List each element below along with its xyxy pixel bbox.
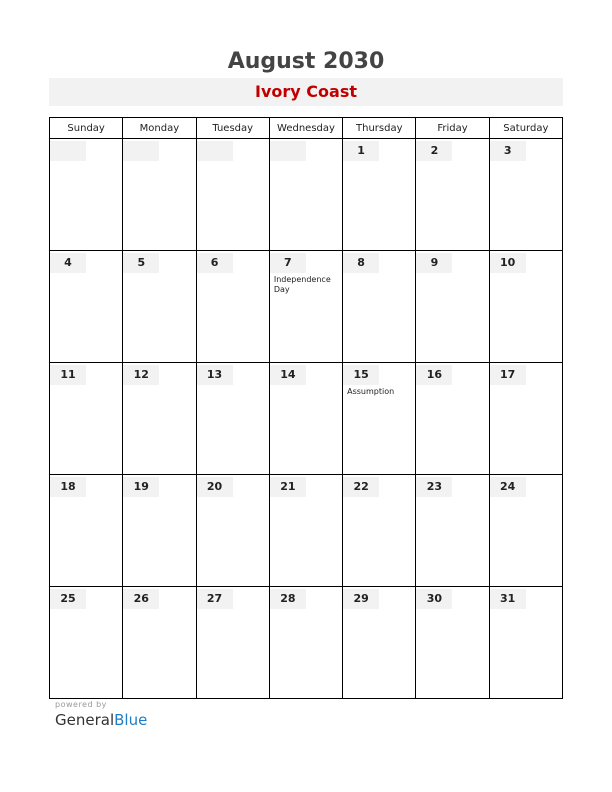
day-number: 14 <box>270 365 306 385</box>
day-cell[interactable] <box>343 251 416 363</box>
week-row <box>50 587 563 699</box>
holiday-label: Assumption <box>347 387 395 396</box>
brand-general-text: General <box>55 711 115 729</box>
country-name: Ivory Coast <box>255 82 357 101</box>
powered-by-text: powered by <box>55 700 107 709</box>
day-cell[interactable] <box>50 475 123 587</box>
weekday-header-wednesday: Wednesday <box>269 118 342 139</box>
day-number: 6 <box>197 253 233 273</box>
weekday-header-row <box>50 118 563 139</box>
day-cell[interactable] <box>269 363 342 475</box>
day-number: 9 <box>416 253 452 273</box>
week-row <box>50 475 563 587</box>
day-cell[interactable] <box>123 251 196 363</box>
day-cell[interactable] <box>489 475 562 587</box>
day-number: 19 <box>123 477 159 497</box>
month-title: August 2030 <box>227 49 385 74</box>
weekday-header-thursday: Thursday <box>343 118 416 139</box>
day-cell[interactable] <box>416 475 489 587</box>
day-cell[interactable] <box>416 139 489 251</box>
day-cell[interactable] <box>196 363 269 475</box>
day-number: 2 <box>416 141 452 161</box>
day-number: 7 <box>270 253 306 273</box>
footer <box>55 700 147 730</box>
day-cell[interactable] <box>343 587 416 699</box>
day-cell[interactable] <box>196 139 269 251</box>
country-banner <box>49 78 563 106</box>
weekday-header-saturday: Saturday <box>489 118 562 139</box>
day-cell[interactable] <box>50 363 123 475</box>
day-number: 10 <box>490 253 526 273</box>
day-number: 11 <box>50 365 86 385</box>
day-cell[interactable] <box>489 139 562 251</box>
day-number: 4 <box>50 253 86 273</box>
day-cell[interactable] <box>50 139 123 251</box>
day-number: 26 <box>123 589 159 609</box>
empty-day-label <box>270 141 306 161</box>
day-cell[interactable] <box>343 363 416 475</box>
day-number: 28 <box>270 589 306 609</box>
day-number: 21 <box>270 477 306 497</box>
day-number: 3 <box>490 141 526 161</box>
day-cell[interactable] <box>416 251 489 363</box>
day-number: 22 <box>343 477 379 497</box>
day-cell[interactable] <box>416 587 489 699</box>
day-number: 8 <box>343 253 379 273</box>
day-cell[interactable] <box>343 475 416 587</box>
day-cell[interactable] <box>269 139 342 251</box>
day-cell[interactable] <box>269 251 342 363</box>
day-cell[interactable] <box>489 587 562 699</box>
empty-day-label <box>197 141 233 161</box>
week-row <box>50 363 563 475</box>
day-number: 29 <box>343 589 379 609</box>
weekday-header-sunday: Sunday <box>50 118 123 139</box>
day-number: 12 <box>123 365 159 385</box>
holiday-label: Independence Day <box>273 275 331 294</box>
day-cell[interactable] <box>269 475 342 587</box>
day-cell[interactable] <box>123 139 196 251</box>
day-number: 23 <box>416 477 452 497</box>
day-cell[interactable] <box>123 363 196 475</box>
weekday-header-friday: Friday <box>416 118 489 139</box>
calendar-body <box>50 139 563 699</box>
generalblue-logo[interactable] <box>55 710 147 730</box>
day-cell[interactable] <box>489 363 562 475</box>
day-number: 30 <box>416 589 452 609</box>
day-number: 20 <box>197 477 233 497</box>
day-cell[interactable] <box>416 363 489 475</box>
day-number: 5 <box>123 253 159 273</box>
day-cell[interactable] <box>489 251 562 363</box>
day-cell[interactable] <box>123 587 196 699</box>
weekday-header-tuesday: Tuesday <box>196 118 269 139</box>
day-cell[interactable] <box>269 587 342 699</box>
day-cell[interactable] <box>123 475 196 587</box>
day-cell[interactable] <box>196 587 269 699</box>
empty-day-label <box>50 141 86 161</box>
day-number: 17 <box>490 365 526 385</box>
day-number: 1 <box>343 141 379 161</box>
day-cell[interactable] <box>50 251 123 363</box>
brand-blue-text: Blue <box>114 711 148 729</box>
day-number: 24 <box>490 477 526 497</box>
day-cell[interactable] <box>196 475 269 587</box>
weekday-header-monday: Monday <box>123 118 196 139</box>
day-number: 31 <box>490 589 526 609</box>
day-cell[interactable] <box>343 139 416 251</box>
day-number: 15 <box>343 365 379 385</box>
day-number: 25 <box>50 589 86 609</box>
day-number: 13 <box>197 365 233 385</box>
empty-day-label <box>123 141 159 161</box>
day-number: 27 <box>197 589 233 609</box>
week-row <box>50 251 563 363</box>
calendar-grid <box>49 117 563 699</box>
day-cell[interactable] <box>50 587 123 699</box>
week-row <box>50 139 563 251</box>
day-cell[interactable] <box>196 251 269 363</box>
day-number: 16 <box>416 365 452 385</box>
day-number: 18 <box>50 477 86 497</box>
